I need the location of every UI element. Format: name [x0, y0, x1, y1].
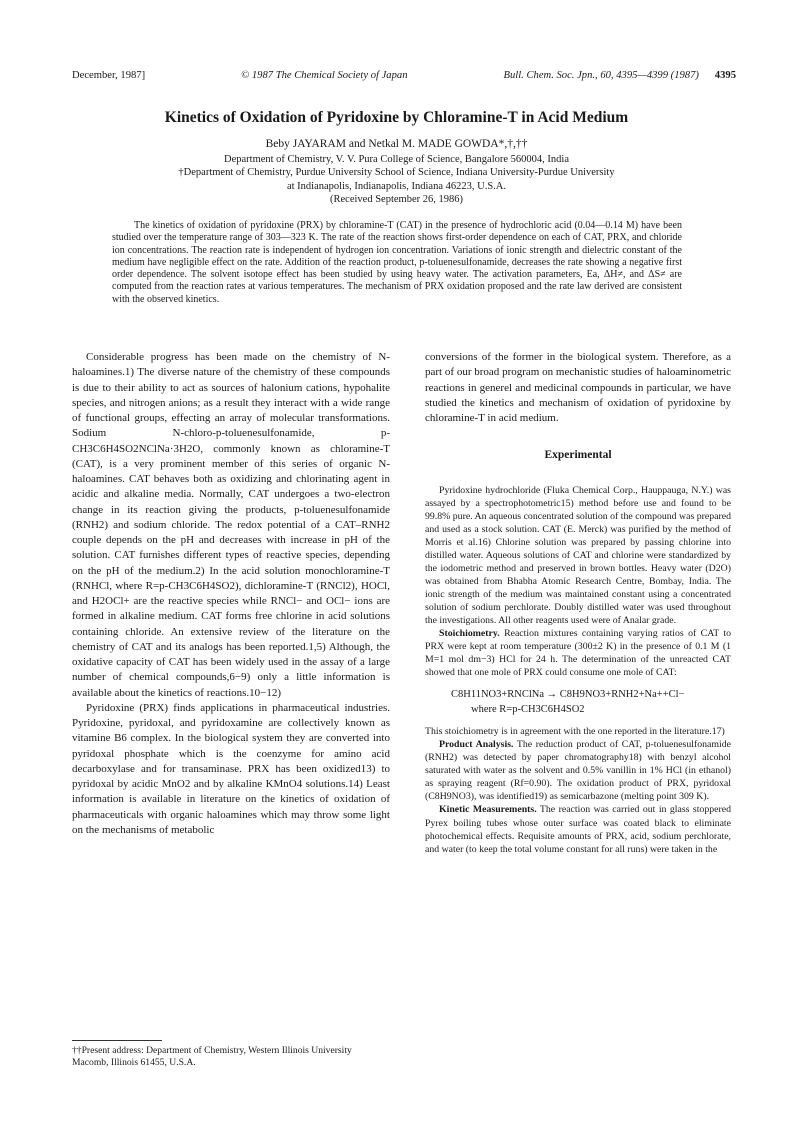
kinetic-paragraph	[425, 803, 731, 855]
header-journal-block	[504, 69, 736, 83]
product-analysis-heading: Product Analysis.	[439, 739, 514, 751]
experimental-section	[425, 484, 731, 856]
stoichiometry-note: This stoichiometry is in agreement with the one reported in the literature.17)	[425, 726, 725, 738]
footnote-rule	[72, 1040, 162, 1041]
kinetic-text: The reaction was carried out in glass stoppered Pyrex boiling tubes whose outer surface was coated black to eliminate photochemical effects. Requisite amounts of PRX, acid, sodium perchlorate, and water (to keep the total volume constant for all runs) were taken in the	[425, 804, 731, 855]
body-paragraph: conversions of the former in the biological system. Therefore, as a part of our broad program on mechanistic studies of haloaminometric reactions in generel and medicinal compounds in particular, we have studied the kinetics and mechanism of oxidation of pyridoxine by chloramine-T in acid medium.	[425, 351, 731, 424]
header-page-number: 4395	[714, 70, 736, 81]
stoichiometry-paragraph	[425, 627, 731, 679]
affiliation-line: at Indianapolis, Indianapolis, Indiana 46223, U.S.A.	[286, 180, 506, 192]
affiliation-line: †Department of Chemistry, Purdue University School of Science, Indiana University-Purdue University	[178, 167, 615, 179]
footnote: ††Present address: Department of Chemistry, Western Illinois University Macomb, Illinois 61455, U.S.A.	[72, 1045, 352, 1068]
experimental-paragraph: Pyridoxine hydrochloride (Fluka Chemical Corp., Hauppauga, N.Y.) was assayed by a spectrophotometric15) method before use and found to be 99.8% pure. An aqueous concentrated solution of the compound was prepared and used as a stock solution. CAT (E. Merck) was purified by the method of Morris et al.16) Chlorine solution was prepared by passing chlorine into distilled water. Aqueous solutions of CAT and chlorine were standardized by the iodometric method and preserved in brown bottles. Heavy water (D2O) was obtained from Bhabha Atomic Research Centre, Bombay, India. The ionic strength of the medium was maintained constant using a concentrated solution of sodium perchlorate. Doubly distilled water was used throughout the investigations. All other reagents used were of Analar grade.	[425, 484, 731, 626]
body-paragraph: Considerable progress has been made on the chemistry of N-haloamines.1) The diverse nature of the chemistry of these compounds is due to their ability to act as sources of halonium cations, hypohalite species, and nitrogen anions; as a result they interact with a wide range of functional groups, effecting an array of molecular transformations. Sodium N-chloro-p-toluenesulfonamide, p-CH3C6H4SO2NClNa·3H2O, commonly known as chloramine-T (CAT), is a very prominent member of this series of organic N-haloamines. CAT behaves both as oxidizing and chlorinating agent in acidic and alkaline media. Normally, CAT undergoes a two-electron change in its reaction giving the products, p-toluenesulfonamide (RNH2) and sodium chloride. The redox potential of a CAT–RNH2 couple depends on the pH and decreases with increase in pH of the solution. CAT furnishes different types of reactive species, depending on the pH of the medium.2) In the acid solution monochloramine-T (RNHCl, where R=p-CH3C6H4SO2), dichloramine-T (RNCl2), HOCl, and H2OCl+ are the reactive species while RNCl− and OCl− ions are formed in alkaline medium. CAT forms free chlorine in acid solutions containing chloride. An extensive review of the literature on the chemistry of CAT and its analogs has been reported.1,5) Although, the oxidative capacity of CAT has been widely used in the assay of a large number of chemical compounds,6−9) only a little information is available about the kinetics of reactions.10−12)	[72, 351, 390, 699]
section-heading-experimental: Experimental	[544, 449, 612, 462]
header-copyright: © 1987 The Chemical Society of Japan	[241, 70, 408, 81]
header-date: December, 1987]	[72, 70, 146, 81]
header-journal: Bull. Chem. Soc. Jpn., 60, 4395—4399 (1987)	[503, 70, 699, 81]
stoichiometry-heading: Stoichiometry.	[439, 628, 500, 640]
paper-title: Kinetics of Oxidation of Pyridoxine by Chloramine-T in Acid Medium	[164, 109, 629, 126]
left-column	[72, 350, 390, 838]
reaction-definition: where R=p-CH3C6H4SO2	[471, 704, 585, 716]
right-column	[425, 350, 731, 856]
reaction-equation	[451, 687, 731, 717]
abstract: The kinetics of oxidation of pyridoxine (PRX) by chloramine-T (CAT) in the presence of hydrochloric acid (0.04—0.14 M) have been studied over the temperature range of 303—323 K. The rate of the reaction shows first-order dependence on each of CAT, PRX, and chloride ion concentrations. The reaction rate is independent of hydrogen ion concentration. Variations of ionic strength and dielectric constant of the medium have negligible effect on the rate. Addition of the reaction product, p-toluenesulfonamide, decreases the rate showing a negative first order dependence. The solvent isotope effect has been studied by using heavy water. The activation parameters, Ea, ΔH≠, and ΔS≠ are computed from the reaction rates at various temperatures. The mechanism of PRX oxidation proposed and the rate law derived are consistent with the observed kinetics.	[112, 220, 682, 305]
affiliations	[140, 153, 653, 207]
product-analysis-text: The reduction product of CAT, p-toluenesulfonamide (RNH2) was detected by paper chromatography18) with benzyl alcohol saturated with water as the solvent and 0.5% vanillin in 1% HCl (in ethanol) as spraying reagent (Rf=0.90). The oxidation product of PRX, pyridoxal (C8H9NO3), was identified19) as semicarbazone (melting point 309 K).	[425, 739, 731, 803]
running-head	[72, 69, 736, 83]
authors: Beby JAYARAM and Netkal M. MADE GOWDA*,†,††	[265, 138, 528, 150]
stoichiometry-text: Reaction mixtures containing varying ratios of CAT to PRX were kept at room temperature (300±2 K) in the presence of 0.1 M (1 M=1 mol dm−3) HCl for 24 h. The determination of the unreacted CAT showed that one mole of PRX could consume one mole of CAT:	[425, 628, 731, 679]
product-analysis-paragraph	[425, 738, 731, 803]
affiliation-line: Department of Chemistry, V. V. Pura College of Science, Bangalore 560004, India	[224, 154, 569, 165]
kinetic-heading: Kinetic Measurements.	[439, 804, 537, 816]
received-date: (Received September 26, 1986)	[330, 194, 463, 206]
body-paragraph: Pyridoxine (PRX) finds applications in pharmaceutical industries. Pyridoxine, pyridoxal, and pyridoxamine are collectively known as vitamine B6 complex. In the biological system they are converted into pyridoxal phosphate which is the coenzyme for amino acid decarboxylase and for transaminase. PRX has been oxidized13) to pyridoxal by acidic MnO2 and by alkaline KMnO4 solutions.14) Least information is available in literature on the kinetics of oxidation of pharmaceuticals with organic haloamines which may throw some light on the mechanisms of metabolic	[72, 701, 390, 836]
reaction-line: C8H11NO3+RNClNa → C8H9NO3+RNH2+Na++Cl−	[451, 689, 685, 701]
